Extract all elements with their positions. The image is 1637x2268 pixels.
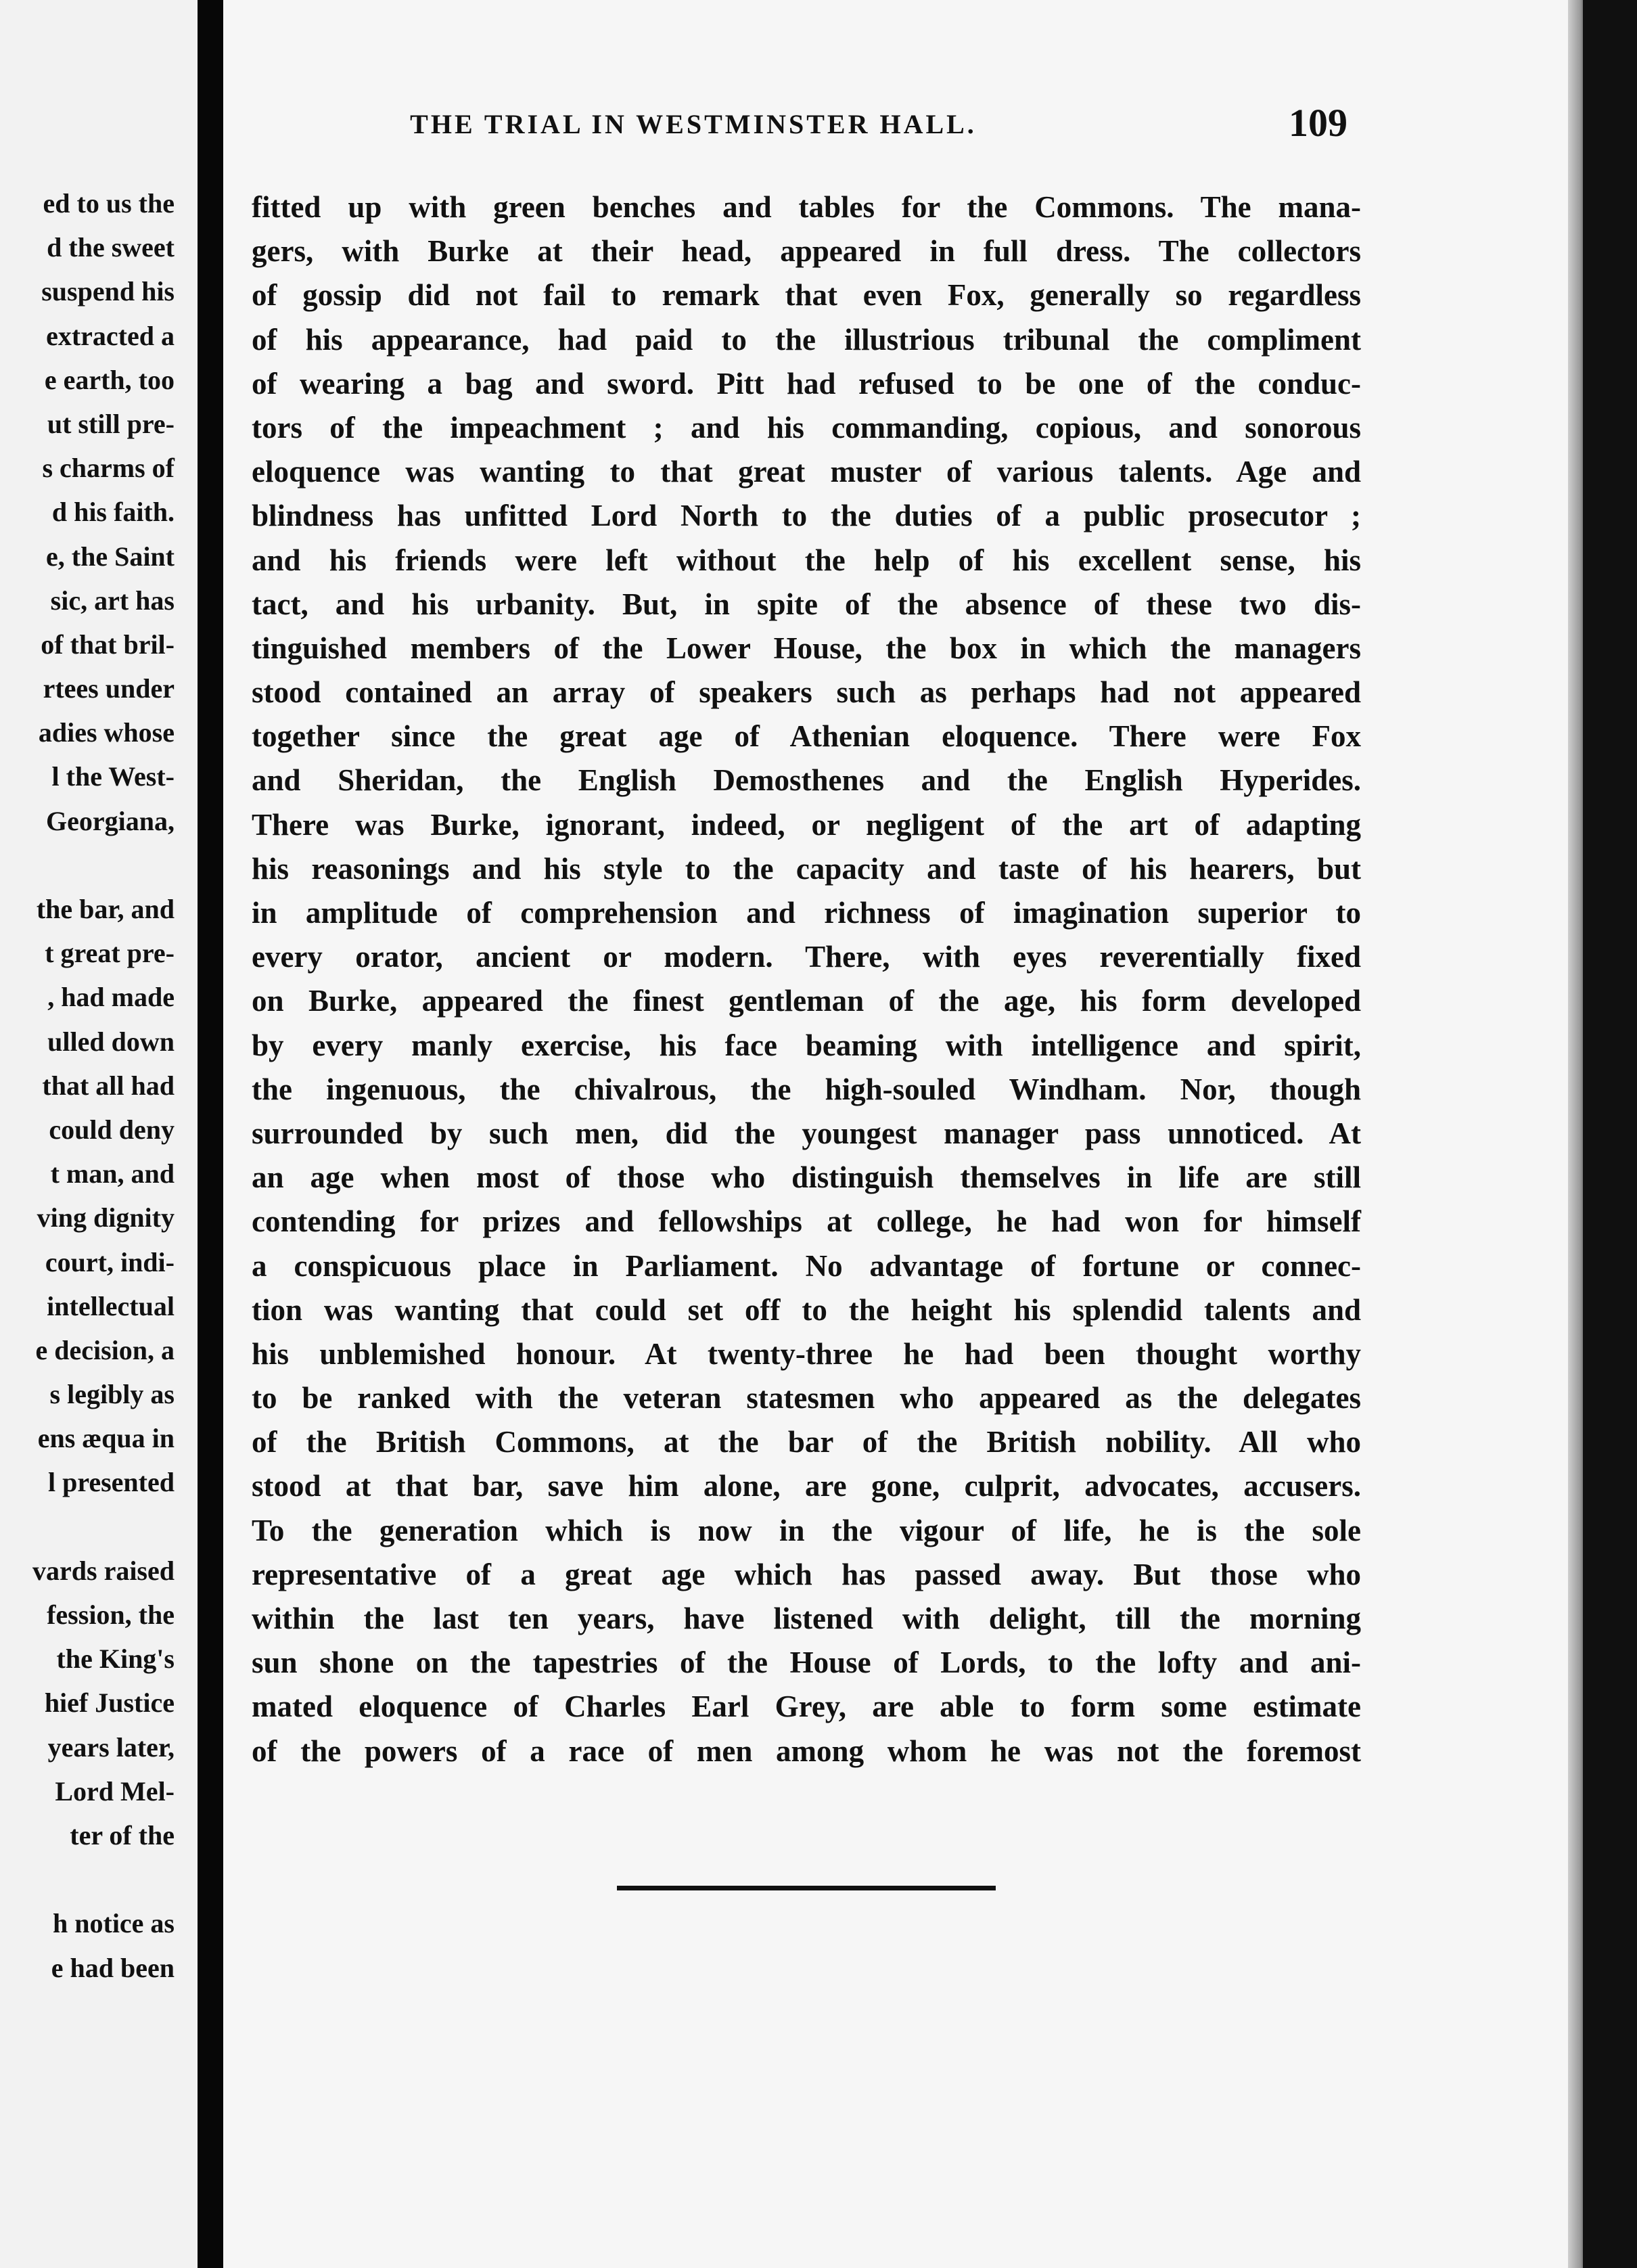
body-line: of the powers of a race of men among whom he was not the foremost [252, 1733, 1361, 1768]
left-page-line: of that bril- [41, 629, 175, 660]
book-outer-edge [1583, 0, 1637, 2268]
body-line: To the generation which is now in the vigour of life, he is the sole [252, 1513, 1361, 1547]
left-page-line: l presented [47, 1467, 175, 1498]
left-facing-page [0, 0, 198, 2268]
left-page-line: could deny [49, 1114, 175, 1145]
left-page-line [0, 843, 175, 887]
left-page-line: ter of the [70, 1819, 175, 1851]
body-line: blindness has unfitted Lord North to the duties of a public prosecutor ; [252, 499, 1361, 533]
left-page-line: s legibly as [49, 1379, 175, 1410]
body-line: an age when most of those who distinguish themselves in life are still [252, 1160, 1361, 1195]
body-line: contending for prizes and fellowships at college, he had won for himself [252, 1204, 1361, 1239]
body-line: surrounded by such men, did the youngest manager pass unnoticed. At [252, 1116, 1361, 1150]
body-line: the ingenuous, the chivalrous, the high-souled Windham. Nor, though [252, 1072, 1361, 1106]
body-line: to be ranked with the veteran statesmen who appeared as the delegates [252, 1381, 1361, 1415]
body-line: his reasonings and his style to the capacity and taste of his hearers, but [252, 851, 1361, 886]
left-page-line: intellectual [47, 1290, 175, 1321]
body-line: mated eloquence of Charles Earl Grey, are able to form some estimate [252, 1689, 1361, 1724]
left-page-text [0, 181, 175, 1990]
body-line: of the British Commons, at the bar of the British nobility. All who [252, 1425, 1361, 1459]
left-page-line: suspend his [41, 276, 175, 307]
left-page-line: hief Justice [44, 1687, 175, 1719]
left-page-line: l the West- [51, 761, 175, 792]
section-end-rule [617, 1886, 996, 1890]
left-page-line: e earth, too [44, 364, 175, 395]
left-page-line: court, indi- [45, 1246, 175, 1277]
page-number: 109 [1289, 101, 1347, 145]
left-page-line: d the sweet [47, 232, 175, 263]
left-page-line: ving dignity [37, 1202, 175, 1233]
body-line: of wearing a bag and sword. Pitt had refused to be one of the conduc- [252, 366, 1361, 401]
left-page-line: e had been [51, 1952, 175, 1983]
body-line: sun shone on the tapestries of the House of Lords, to the lofty and ani- [252, 1646, 1361, 1680]
left-page-line: h notice as [53, 1908, 175, 1939]
body-line: representative of a great age which has passed away. But those who [252, 1557, 1361, 1591]
body-line: and Sheridan, the English Demosthenes and the English Hyperides. [252, 763, 1361, 798]
left-page-line: that all had [42, 1070, 175, 1101]
left-page-line [0, 1505, 175, 1549]
body-line: tact, and his urbanity. But, in spite of the absence of these two dis- [252, 587, 1361, 621]
body-line: gers, with Burke at their head, appeared in full dress. The collectors [252, 234, 1361, 269]
body-line: tors of the impeachment ; and his commanding, copious, and sonorous [252, 410, 1361, 445]
left-page-line: ulled down [47, 1026, 175, 1057]
body-line: in amplitude of comprehension and richness of imagination superior to [252, 896, 1361, 930]
left-page-line: sic, art has [50, 585, 175, 616]
left-page-line: ens æqua in [37, 1423, 175, 1454]
left-page-line: Georgiana, [46, 805, 175, 836]
left-page-line: fession, the [47, 1600, 175, 1630]
body-line: within the last ten years, have listened with delight, till the morning [252, 1602, 1361, 1635]
left-page-line: e decision, a [35, 1334, 175, 1365]
left-page-line: ut still pre- [47, 408, 175, 439]
left-page-line: ed to us the [43, 188, 175, 219]
left-page-line: s charms of [42, 453, 175, 484]
left-page-line: the bar, and [36, 894, 175, 924]
left-page-line: t man, and [50, 1158, 175, 1189]
body-line: There was Burke, ignorant, indeed, or negligent of the art of adapting [252, 807, 1361, 842]
body-line: a conspicuous place in Parliament. No advantage of fortune or connec- [252, 1248, 1361, 1283]
body-line: every orator, ancient or modern. There, with eyes reverentially fixed [252, 940, 1361, 974]
left-page-line: d his faith. [51, 497, 175, 528]
body-line: stood at that bar, save him alone, are gone, culprit, advocates, accusers. [252, 1469, 1361, 1503]
body-text [252, 185, 1361, 1773]
left-page-line: years later, [47, 1731, 175, 1763]
body-line: eloquence was wanting to that great muster of various talents. Age and [252, 455, 1361, 489]
body-line: stood contained an array of speakers such as perhaps had not appeared [252, 675, 1361, 710]
left-page-line: adies whose [38, 717, 175, 748]
left-page-line: Lord Mel- [55, 1775, 175, 1807]
body-line: tinguished members of the Lower House, the box in which the managers [252, 631, 1361, 665]
left-page-line: the King's [56, 1643, 175, 1675]
body-line: on Burke, appeared the finest gentleman of the age, his form developed [252, 984, 1361, 1018]
body-line: of gossip did not fail to remark that even Fox, generally so regardless [252, 278, 1361, 313]
left-page-line [0, 1857, 175, 1901]
body-line: tion was wanting that could set off to the height his splendid talents and [252, 1292, 1361, 1327]
left-page-line: t great pre- [45, 938, 175, 969]
left-page-line: vards raised [32, 1555, 175, 1586]
body-line: by every manly exercise, his face beaming with intelligence and spirit, [252, 1028, 1361, 1062]
body-line: his unblemished honour. At twenty-three he had been thought worthy [252, 1336, 1361, 1371]
body-line: together since the great age of Athenian eloquence. There were Fox [252, 719, 1361, 754]
running-head: THE TRIAL IN WESTMINSTER HALL. [410, 109, 977, 139]
body-line: of his appearance, had paid to the illustrious tribunal the compliment [252, 322, 1361, 357]
body-line: fitted up with green benches and tables for the Commons. The mana- [252, 190, 1361, 224]
body-line: and his friends were left without the help of his excellent sense, his [252, 543, 1361, 577]
book-gutter [198, 0, 223, 2268]
left-page-line: , had made [47, 982, 175, 1013]
left-page-line: rtees under [43, 673, 175, 704]
left-page-line: e, the Saint [46, 541, 175, 572]
left-page-line: extracted a [46, 320, 175, 351]
